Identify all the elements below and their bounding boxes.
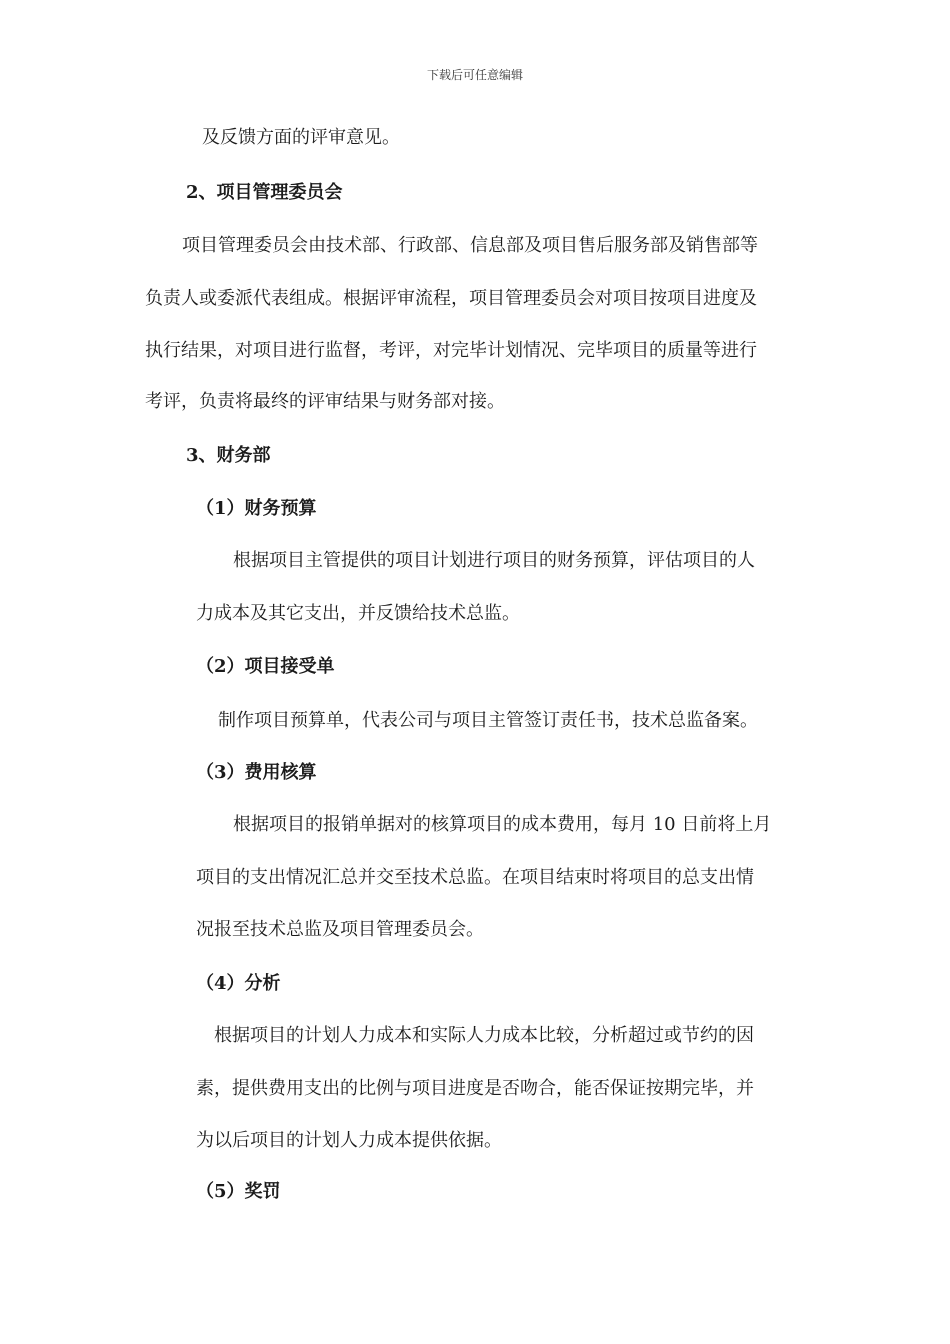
paragraph-line: 根据项目主管提供的项目计划进行项目的财务预算，评估项目的人 <box>233 550 755 571</box>
subsection-heading-5: （5）奖罚 <box>196 1181 281 1202</box>
subsection-heading-3: （3）费用核算 <box>196 762 317 783</box>
paragraph-line: 执行结果，对项目进行监督，考评，对完毕计划情况、完毕项目的质量等进行 <box>145 340 757 361</box>
subsection-heading-1: （1）财务预算 <box>196 498 317 519</box>
paragraph-line: 力成本及其它支出，并反馈给技术总监。 <box>196 603 520 624</box>
subsection-heading-2: （2）项目接受单 <box>196 656 335 677</box>
paragraph-line: 项目的支出情况汇总并交至技术总监。在项目结束时将项目的总支出情 <box>196 867 754 888</box>
paragraph-line: 及反馈方面的评审意见。 <box>202 127 400 148</box>
paragraph-line: 项目管理委员会由技术部、行政部、信息部及项目售后服务部及销售部等 <box>182 235 758 256</box>
paragraph-line: 制作项目预算单，代表公司与项目主管签订责任书，技术总监备案。 <box>218 710 758 731</box>
section-heading-2: 2、项目管理委员会 <box>186 182 343 203</box>
paragraph-line: 根据项目的计划人力成本和实际人力成本比较，分析超过或节约的因 <box>214 1025 754 1046</box>
page-header: 下载后可任意编辑 <box>426 68 523 82</box>
paragraph-line: 况报至技术总监及项目管理委员会。 <box>196 919 484 940</box>
paragraph-line: 素，提供费用支出的比例与项目进度是否吻合，能否保证按期完毕，并 <box>196 1078 754 1099</box>
paragraph-line: 负责人或委派代表组成。根据评审流程，项目管理委员会对项目按项目进度及 <box>145 288 757 309</box>
section-heading-3: 3、财务部 <box>186 445 271 466</box>
paragraph-line: 为以后项目的计划人力成本提供依据。 <box>196 1130 502 1151</box>
subsection-heading-4: （4）分析 <box>196 973 281 994</box>
paragraph-line: 考评，负责将最终的评审结果与财务部对接。 <box>145 391 505 412</box>
paragraph-line: 根据项目的报销单据对的核算项目的成本费用，每月 10 日前将上月 <box>233 814 772 835</box>
